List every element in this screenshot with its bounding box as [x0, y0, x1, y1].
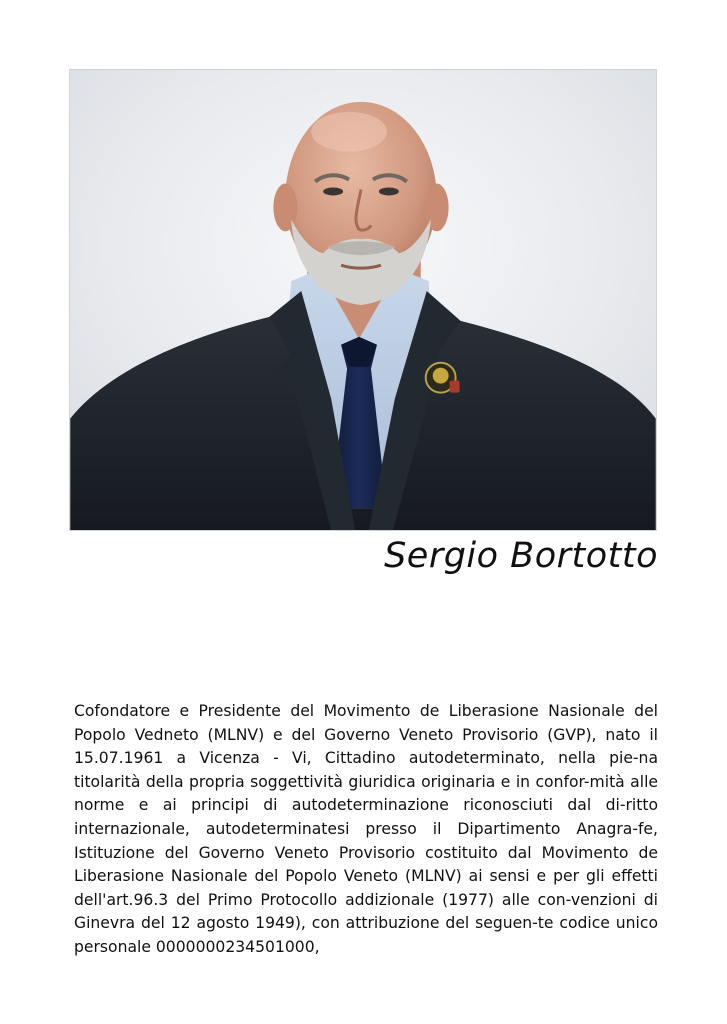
- biography-paragraph: Cofondatore e Presidente del Movimento de Liberasione Nasionale del Popolo Vedneto (MLNV) e del Governo Veneto Provisorio (GVP), nato il 15.07.1961 a Vicenza - Vi, Cittadino autodeterminato, nella pie-na titolarità della propria soggettività giuridica originaria e in confor-mità alle norme e ai principi di autodeterminazione riconosciuti dal di-ritto internazionale, autodeterminatesi presso il Dipartimento Anagra-fe, Istituzione del Governo Veneto Provisorio costituito dal Movimento de Liberasione Nasionale del Popolo Veneto (MLNV) ai sensi e per gli effetti dell'art.96.3 del Primo Protocollo addizionale (1977) alle con-venzioni di Ginevra del 12 agosto 1949), con attribuzione del seguen-te codice unico personale 0000000234501000,: [74, 702, 658, 956]
- portrait-illustration: [70, 70, 656, 530]
- person-name: Sergio Bortotto: [384, 536, 658, 576]
- portrait-photo: [69, 69, 657, 531]
